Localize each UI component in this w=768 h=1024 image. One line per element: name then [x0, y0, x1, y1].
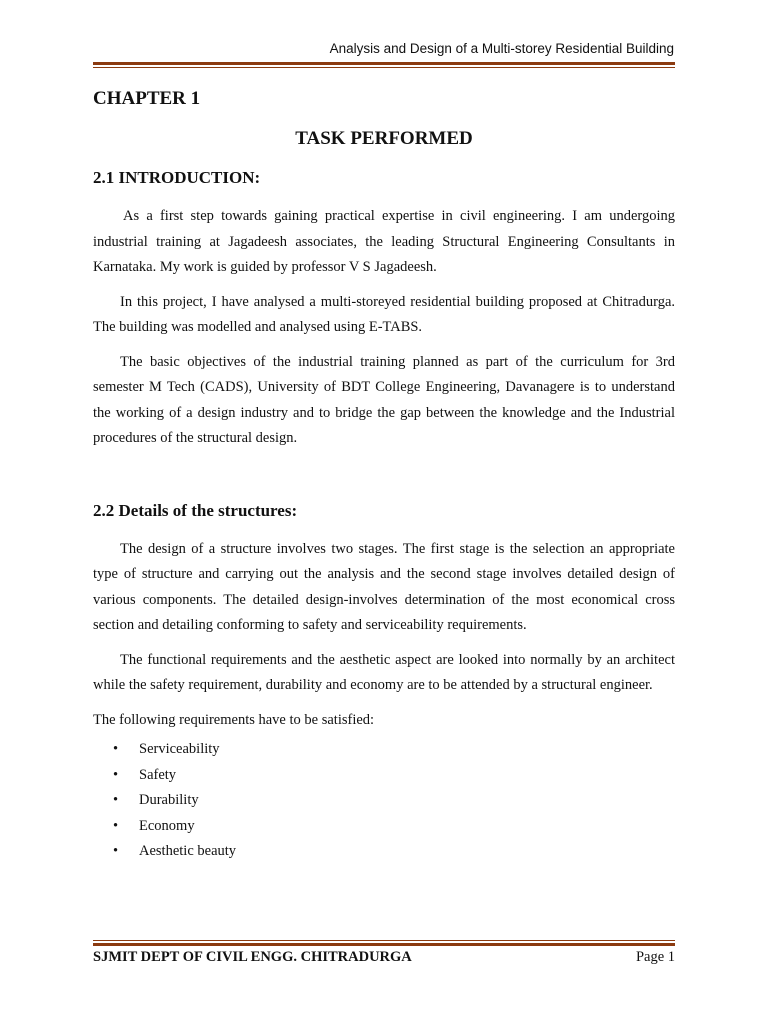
page-content	[93, 88, 675, 865]
list-item-label: Aesthetic beauty	[139, 843, 237, 859]
bullet-icon: •	[113, 817, 119, 834]
bullet-icon: •	[113, 741, 119, 757]
footer-department: SJMIT DEPT OF CIVIL ENGG. CHITRADURGA	[93, 949, 412, 965]
chapter-title: TASK PERFORMED	[295, 128, 473, 149]
running-header-title: Analysis and Design of a Multi-storey Residential Building	[329, 41, 674, 56]
header-rule-thin	[93, 67, 675, 68]
list-item	[93, 763, 675, 789]
intro-paragraph-1: As a first step towards gaining practical expertise in civil engineering. I am undergoing industrial training at Jagadeesh associates, the leading Structural Engineering Consultants in Karnataka. My work is guided by professor V S Jagadeesh.	[93, 208, 675, 275]
header-rule-thick	[93, 62, 675, 65]
requirements-intro: The following requirements have to be satisfied:	[93, 711, 375, 728]
footer-rule-thin	[93, 940, 675, 941]
footer-page-number: Page 1	[635, 949, 675, 965]
chapter-label: CHAPTER 1	[93, 88, 201, 109]
bullet-icon: •	[113, 843, 119, 859]
requirements-list	[93, 737, 675, 865]
list-item	[93, 788, 675, 814]
bullet-icon: •	[113, 766, 119, 783]
intro-paragraph-2: In this project, I have analysed a multi-storeyed residential building proposed at Chitradurga. The building was modelled and analysed using E-TABS.	[93, 293, 675, 335]
list-item-label: Serviceability	[139, 741, 220, 757]
section-heading-details: 2.2 Details of the structures:	[93, 500, 298, 520]
list-item-label: Economy	[139, 817, 195, 834]
list-item	[93, 814, 675, 840]
details-paragraph-1: The design of a structure involves two stages. The first stage is the selection an appropriate type of structure and carrying out the analysis and the second stage involves detailed design of various components. The detailed design-involves determination of the most economical cross section and detailing conforming to safety and serviceability requirements.	[93, 540, 675, 633]
intro-paragraph-3: The basic objectives of the industrial training planned as part of the curriculum for 3rd semester M Tech (CADS), University of BDT College Engineering, Davanagere is to understand the working of a design industry and to bridge the gap between the knowledge and the Industrial procedures of the structural design.	[93, 353, 675, 446]
bullet-icon: •	[113, 792, 119, 808]
list-item-label: Durability	[139, 792, 199, 808]
list-item	[93, 737, 675, 763]
list-item	[93, 839, 675, 865]
footer-rule-thick	[93, 943, 675, 946]
list-item-label: Safety	[139, 766, 177, 783]
details-paragraph-2: The functional requirements and the aesthetic aspect are looked into normally by an architect while the safety requirement, durability and economy are to be attended by a structural engineer.	[93, 651, 675, 693]
section-heading-introduction: 2.1 INTRODUCTION:	[93, 168, 261, 187]
